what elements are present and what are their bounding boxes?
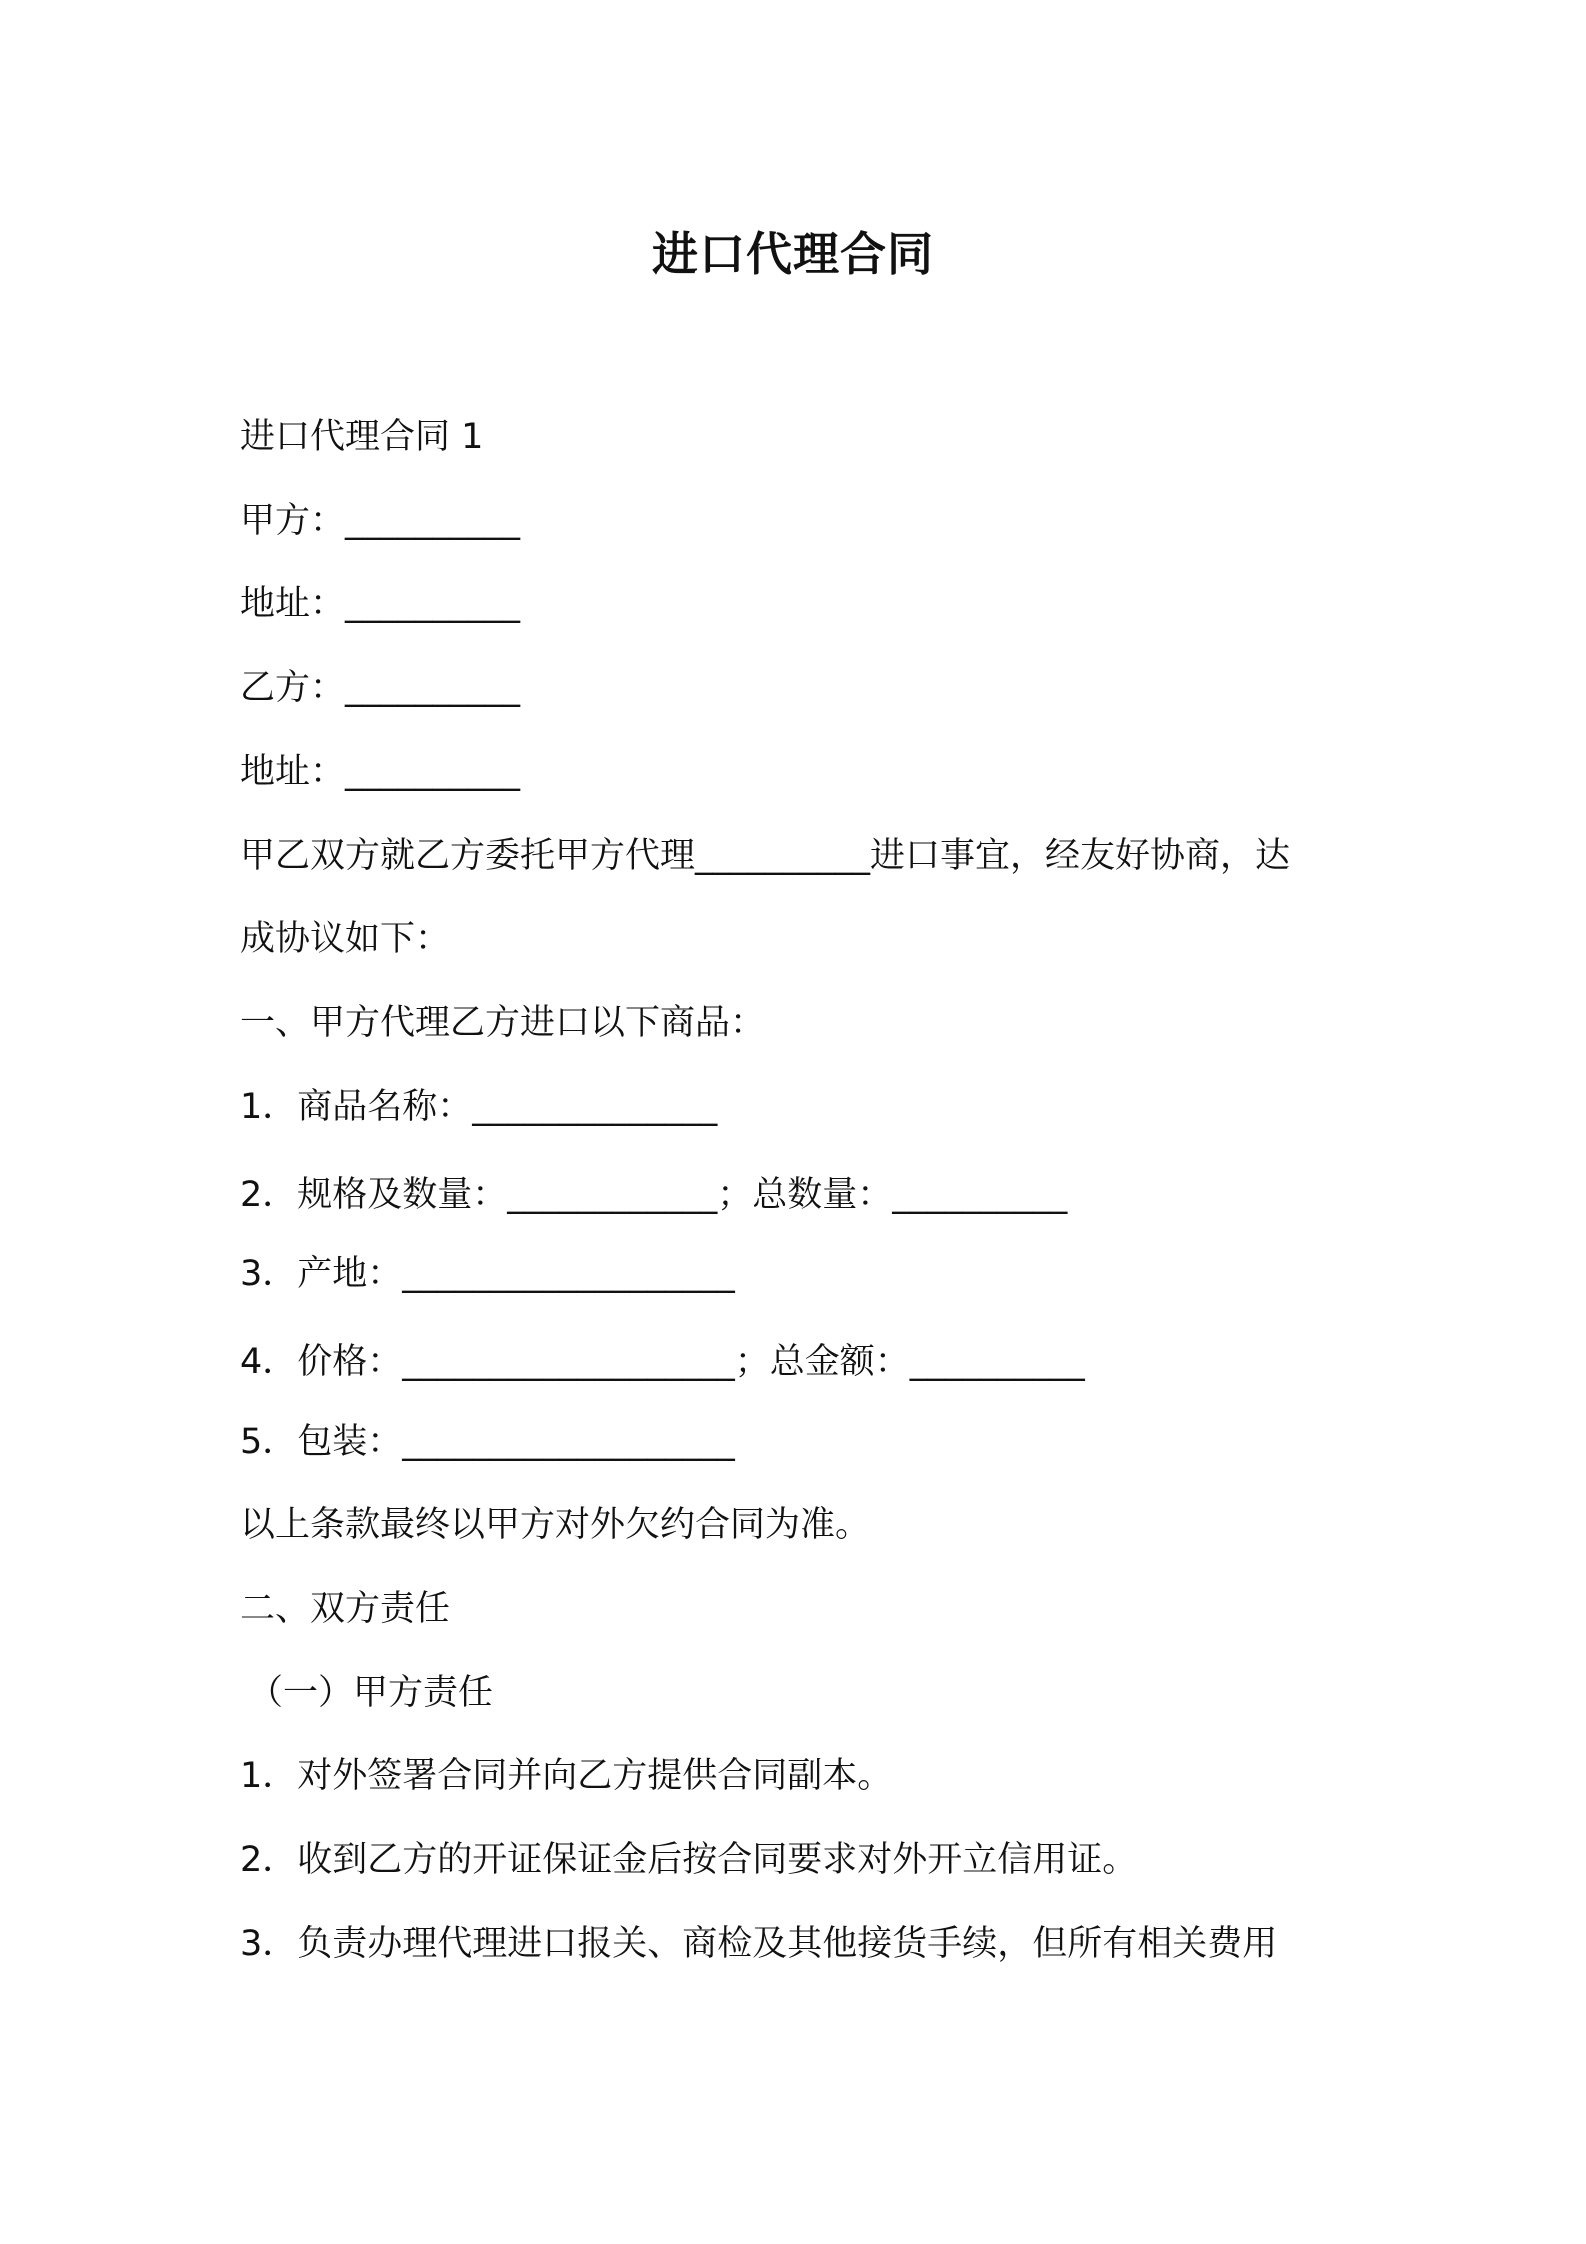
item-1-product-name: 1．商品名称：______________ (240, 1087, 718, 1127)
responsibility-item-2: 2．收到乙方的开证保证金后按合同要求对外开立信用证。 (240, 1840, 1138, 1880)
contract-subtitle: 进口代理合同 1 (240, 417, 484, 457)
preamble-line-2: 成协议如下： (240, 919, 451, 959)
item-2-spec-quantity: 2．规格及数量：____________；总数量：__________ (240, 1175, 1068, 1215)
party-b-address-line: 地址：__________ (240, 752, 521, 792)
item-3-origin: 3．产地：___________________ (240, 1254, 735, 1294)
party-a-responsibility-heading: （一）甲方责任 (248, 1673, 494, 1713)
item-5-packaging: 5．包装：___________________ (240, 1422, 735, 1462)
responsibility-item-3: 3．负责办理代理进口报关、商检及其他接货手续，但所有相关费用 (240, 1924, 1278, 1964)
item-4-price: 4．价格：___________________；总金额：__________ (240, 1342, 1085, 1382)
party-a-line: 甲方：__________ (240, 501, 521, 541)
preamble-line-1: 甲乙双方就乙方委托甲方代理__________进口事宜，经友好协商，达 (240, 836, 1291, 876)
section-two-heading: 二、双方责任 (240, 1589, 451, 1629)
section-one-heading: 一、甲方代理乙方进口以下商品： (240, 1003, 766, 1043)
party-a-address-line: 地址：__________ (240, 584, 521, 624)
responsibility-item-1: 1．对外签署合同并向乙方提供合同副本。 (240, 1756, 893, 1796)
document-title: 进口代理合同 (652, 227, 934, 281)
terms-note: 以上条款最终以甲方对外欠约合同为准。 (240, 1505, 871, 1545)
party-b-line: 乙方：__________ (240, 668, 521, 708)
